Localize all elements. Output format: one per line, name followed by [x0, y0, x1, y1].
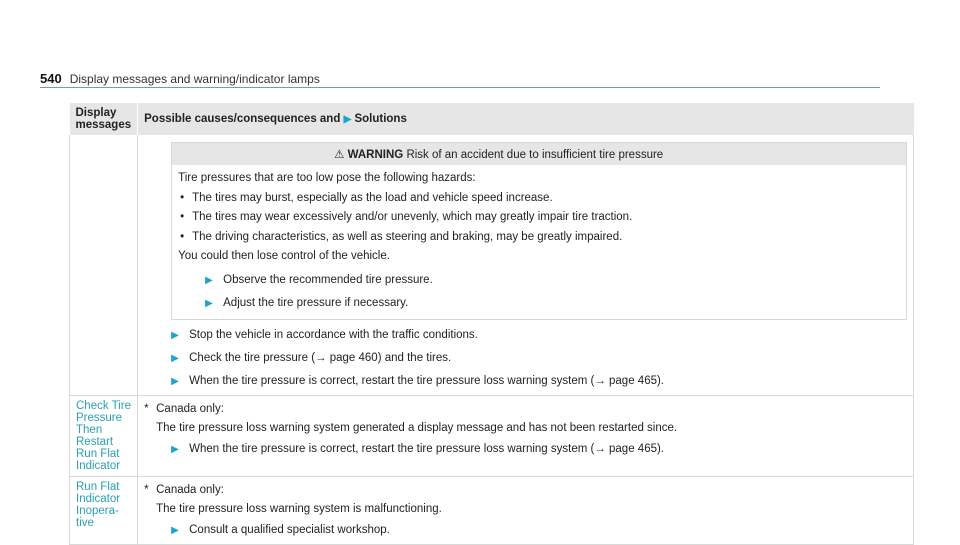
- warning-header: [172, 143, 906, 165]
- page-number: 540: [40, 71, 62, 86]
- asterisk-icon: *: [144, 483, 149, 496]
- cause-cell: [138, 135, 914, 395]
- asterisk-icon: *: [144, 402, 149, 415]
- table-row: [70, 395, 914, 476]
- solution-step-text: Stop the vehicle in accordance with the traffic conditions.: [189, 328, 478, 341]
- warning-box: [171, 142, 907, 320]
- list-item: • The tires may burst, especially as the load and vehicle speed increase.: [192, 189, 900, 209]
- arrow-right-icon: ▶: [205, 274, 213, 286]
- header-divider: [40, 87, 880, 88]
- message-text: tive: [76, 516, 94, 529]
- display-messages-table: [69, 103, 914, 545]
- arrow-right-icon: ▶: [171, 375, 179, 387]
- warning-label: WARNING: [347, 149, 404, 161]
- table-header-row: [70, 103, 914, 135]
- warning-title: Risk of an accident due to insufficient tire pressure: [406, 149, 664, 161]
- solution-step-text: When the tire pressure is correct, restart the tire pressure loss warning system (→ page 465).: [189, 374, 665, 387]
- table-row: [70, 135, 914, 395]
- warning-triangle-icon: ⚠: [334, 149, 345, 161]
- cause-description: The tire pressure loss warning system generated a display message and has not been restarted since.: [156, 421, 678, 434]
- cause-cell: [138, 395, 914, 476]
- col-header-causes: [138, 103, 914, 135]
- col-header-solutions-label: Solutions: [354, 113, 407, 125]
- table-row: [70, 476, 914, 544]
- solution-step: [144, 521, 907, 540]
- solution-step: [144, 372, 907, 391]
- message-text: Restart Run Flat Indicator: [76, 435, 121, 472]
- warning-body: [172, 165, 906, 319]
- warning-intro: Tire pressures that are too low pose the following hazards:: [178, 172, 476, 184]
- message-text: Run Flat Indicator Inopera-: [76, 480, 121, 517]
- solution-step: [144, 440, 907, 459]
- note-line: [144, 400, 907, 419]
- solution-step-text: When the tire pressure is correct, restart the tire pressure loss warning system (→ page 465).: [189, 442, 665, 455]
- list-item: • The driving characteristics, as well as steering and braking, may be greatly impaired.: [192, 228, 900, 248]
- col-header-causes-label: Possible causes/consequences and: [144, 113, 341, 125]
- cause-description: The tire pressure loss warning system is malfunctioning.: [156, 502, 442, 515]
- warning-bullets: [178, 189, 900, 248]
- arrow-right-icon: ▶: [205, 297, 213, 309]
- page-title: Display messages and warning/indicator lamps: [69, 72, 320, 86]
- message-cell: [70, 476, 138, 544]
- arrow-right-icon: ▶: [171, 329, 179, 341]
- warning-step: [178, 294, 900, 313]
- solution-step-text: Check the tire pressure (→ page 460) and the tires.: [189, 351, 452, 364]
- solution-step-text: Consult a qualified specialist workshop.: [189, 523, 390, 536]
- arrow-right-icon: ▶: [171, 443, 179, 455]
- list-item: • The tires may wear excessively and/or unevenly, which may greatly impair tire traction.: [192, 208, 900, 228]
- note-line: [144, 481, 907, 500]
- warning-step: [178, 271, 900, 290]
- message-cell-empty: [70, 135, 138, 395]
- solution-step: [144, 349, 907, 368]
- note-text: Canada only:: [156, 483, 224, 496]
- arrow-right-icon: ▶: [171, 524, 179, 536]
- note-text: Canada only:: [156, 402, 224, 415]
- arrow-right-icon: ▶: [343, 114, 352, 125]
- message-cell: [70, 395, 138, 476]
- solution-step: [144, 326, 907, 345]
- arrow-right-icon: ▶: [171, 352, 179, 364]
- page-header: [40, 71, 320, 86]
- warning-closing: You could then lose control of the vehicle.: [178, 250, 390, 262]
- warning-step-text: Observe the recommended tire pressure.: [223, 273, 433, 286]
- warning-step-text: Adjust the tire pressure if necessary.: [223, 296, 409, 309]
- message-text: Check Tire Pressure Then: [76, 399, 131, 436]
- cause-cell: [138, 476, 914, 544]
- col-header-display-messages: Display messages: [70, 103, 138, 135]
